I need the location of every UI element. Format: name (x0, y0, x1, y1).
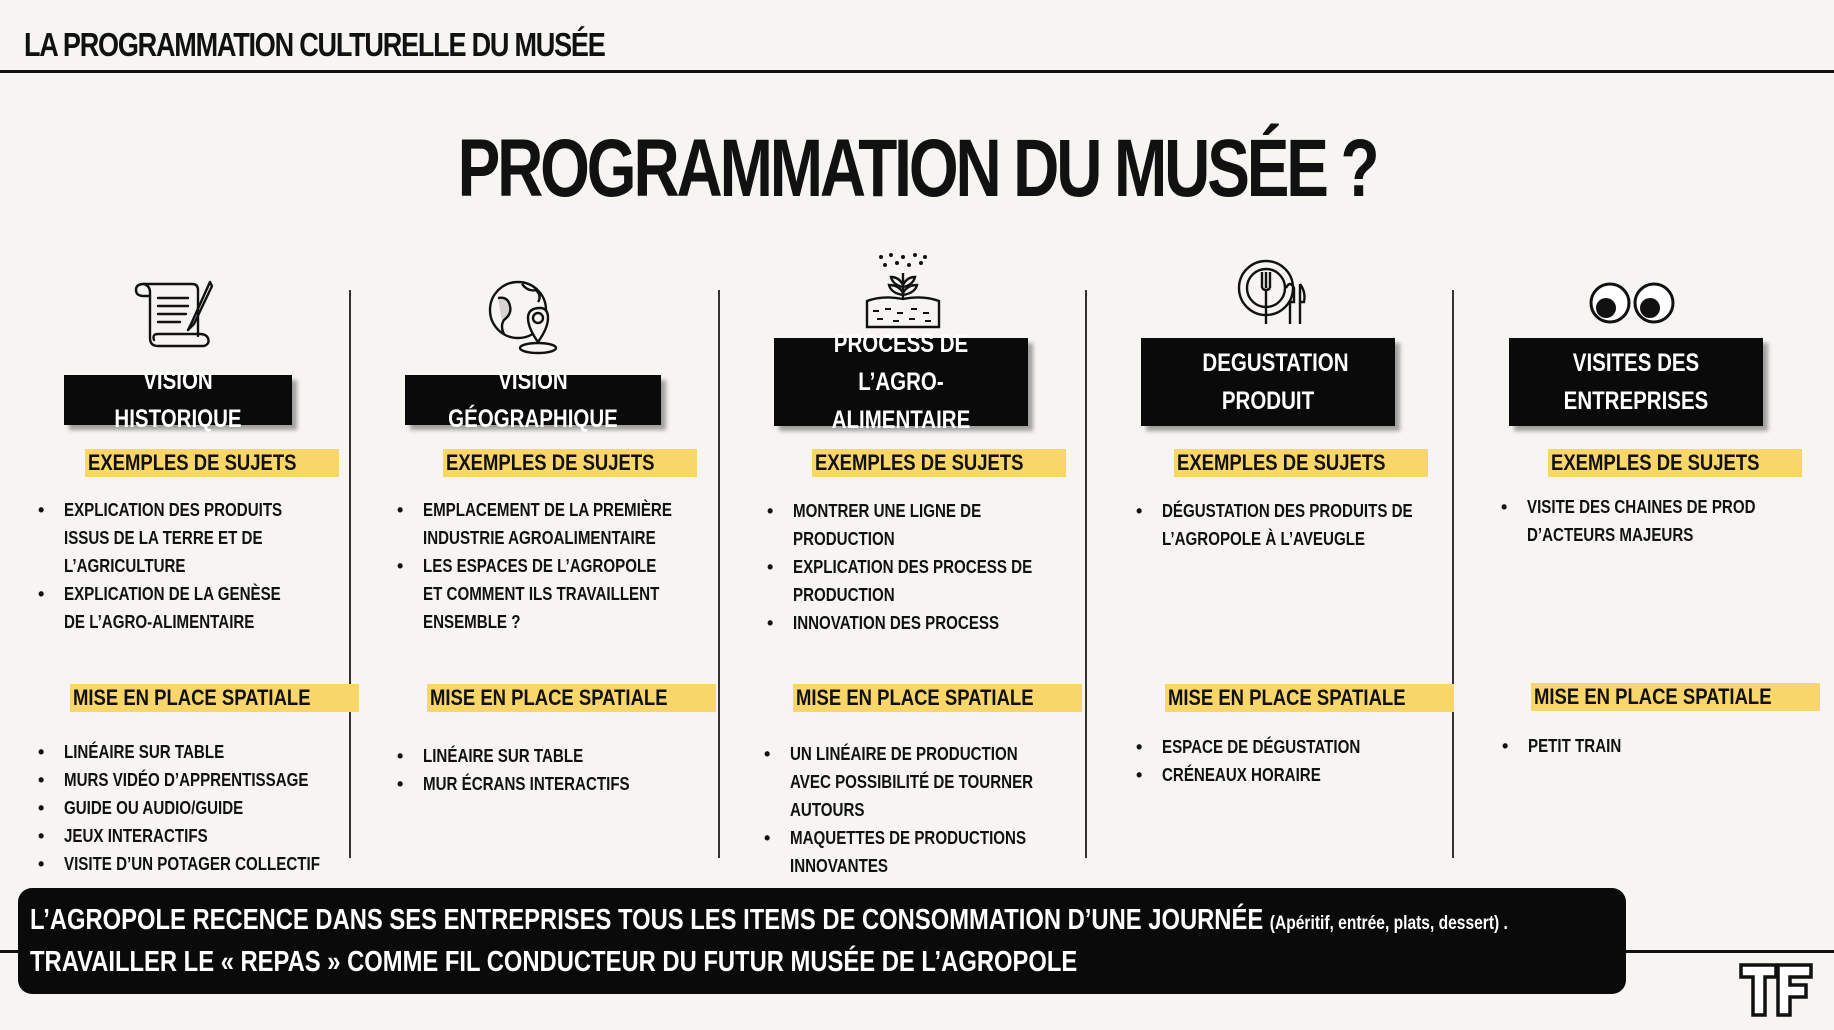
examples-label: EXEMPLES DE SUJETS (1548, 449, 1802, 477)
plate-cutlery-icon (1236, 258, 1310, 328)
list-item: • JEUX INTERACTIFS (38, 822, 328, 850)
sprouting-soil-icon (863, 251, 943, 331)
category-box-vision-historique: VISION HISTORIQUE (64, 375, 292, 425)
spatial-list (1502, 732, 1782, 760)
list-item: • EMPLACEMENT DE LA PREMIÈRE INDUSTRIE AGROALIMENTAIRE (397, 496, 677, 552)
globe-location-icon (488, 278, 562, 356)
list-item: • VISITE DES CHAINES DE PROD D’ACTEURS MAJEURS (1501, 493, 1781, 549)
header-divider (0, 70, 1834, 73)
header-title: LA PROGRAMMATION CULTURELLE DU MUSÉE (24, 26, 605, 63)
spatial-label: MISE EN PLACE SPATIALE (427, 684, 716, 712)
spatial-list (397, 742, 677, 798)
category-box-visites: VISITES DES ENTREPRISES (1509, 338, 1763, 426)
tf-logo-icon (1738, 962, 1814, 1018)
examples-list (767, 497, 1037, 637)
list-item: • EXPLICATION DES PRODUITS ISSUS DE LA TERRE ET DE L’AGRICULTURE (38, 496, 288, 580)
spatial-list (38, 738, 328, 878)
list-item: • EXPLICATION DE LA GENÈSE DE L’AGRO-ALIMENTAIRE (38, 580, 288, 636)
list-item: • MURS VIDÉO D’APPRENTISSAGE (38, 766, 328, 794)
examples-label: EXEMPLES DE SUJETS (812, 449, 1066, 477)
page-title: PROGRAMMATION DU MUSÉE ? (457, 123, 1377, 214)
category-box-vision-geographique: VISION GÉOGRAPHIQUE (405, 375, 661, 425)
category-box-process: PROCESS DE L’AGRO-ALIMENTAIRE (774, 338, 1028, 426)
examples-list (1501, 493, 1781, 549)
list-item: • INNOVATION DES PROCESS (767, 609, 1037, 637)
list-item: • MONTRER UNE LIGNE DE PRODUCTION (767, 497, 1037, 553)
list-item: • CRÉNEAUX HORAIRE (1136, 761, 1416, 789)
list-item: • MAQUETTES DE PRODUCTIONS INNOVANTES (764, 824, 1044, 880)
category-box-degustation: DEGUSTATION PRODUIT (1141, 338, 1395, 426)
list-item: • DÉGUSTATION DES PRODUITS DE L’AGROPOLE À L’AVEUGLE (1136, 497, 1416, 553)
list-item: • EXPLICATION DES PROCESS DE PRODUCTION (767, 553, 1037, 609)
examples-list (1136, 497, 1416, 553)
spatial-label: MISE EN PLACE SPATIALE (1165, 684, 1454, 712)
examples-list (397, 496, 677, 636)
footer-line-2: TRAVAILLER LE « REPAS » COMME FIL CONDUCTEUR DU FUTUR MUSÉE DE L’AGROPOLE (30, 946, 1078, 978)
footer-banner (18, 888, 1626, 994)
list-item: • UN LINÉAIRE DE PRODUCTION AVEC POSSIBILITÉ DE TOURNER AUTOURS (764, 740, 1044, 824)
list-item: • VISITE D’UN POTAGER COLLECTIF (38, 850, 328, 878)
column-divider (1085, 290, 1087, 858)
list-item: • MUR ÉCRANS INTERACTIFS (397, 770, 677, 798)
scroll-icon (132, 278, 214, 350)
list-item: • LINÉAIRE SUR TABLE (38, 738, 328, 766)
list-item: • ESPACE DE DÉGUSTATION (1136, 733, 1416, 761)
column-divider (1452, 290, 1454, 858)
spatial-list (764, 740, 1044, 880)
list-item: • LINÉAIRE SUR TABLE (397, 742, 677, 770)
list-item: • LES ESPACES DE L’AGROPOLE ET COMMENT ILS TRAVAILLENT ENSEMBLE ? (397, 552, 677, 636)
spatial-label: MISE EN PLACE SPATIALE (1531, 683, 1820, 711)
spatial-label: MISE EN PLACE SPATIALE (70, 684, 359, 712)
list-item: • PETIT TRAIN (1502, 732, 1782, 760)
spatial-label: MISE EN PLACE SPATIALE (793, 684, 1082, 712)
examples-label: EXEMPLES DE SUJETS (1174, 449, 1428, 477)
footer-line-1: L’AGROPOLE RECENCE DANS SES ENTREPRISES TOUS LES ITEMS DE CONSOMMATION D’UNE JOURNÉE (Apéritif, entrée, plats, dessert) . (30, 904, 1508, 936)
spatial-list (1136, 733, 1416, 789)
examples-label: EXEMPLES DE SUJETS (85, 449, 339, 477)
list-item: • GUIDE OU AUDIO/GUIDE (38, 794, 328, 822)
eyes-icon (1588, 280, 1676, 326)
examples-label: EXEMPLES DE SUJETS (443, 449, 697, 477)
examples-list (38, 496, 288, 636)
column-divider (718, 290, 720, 858)
